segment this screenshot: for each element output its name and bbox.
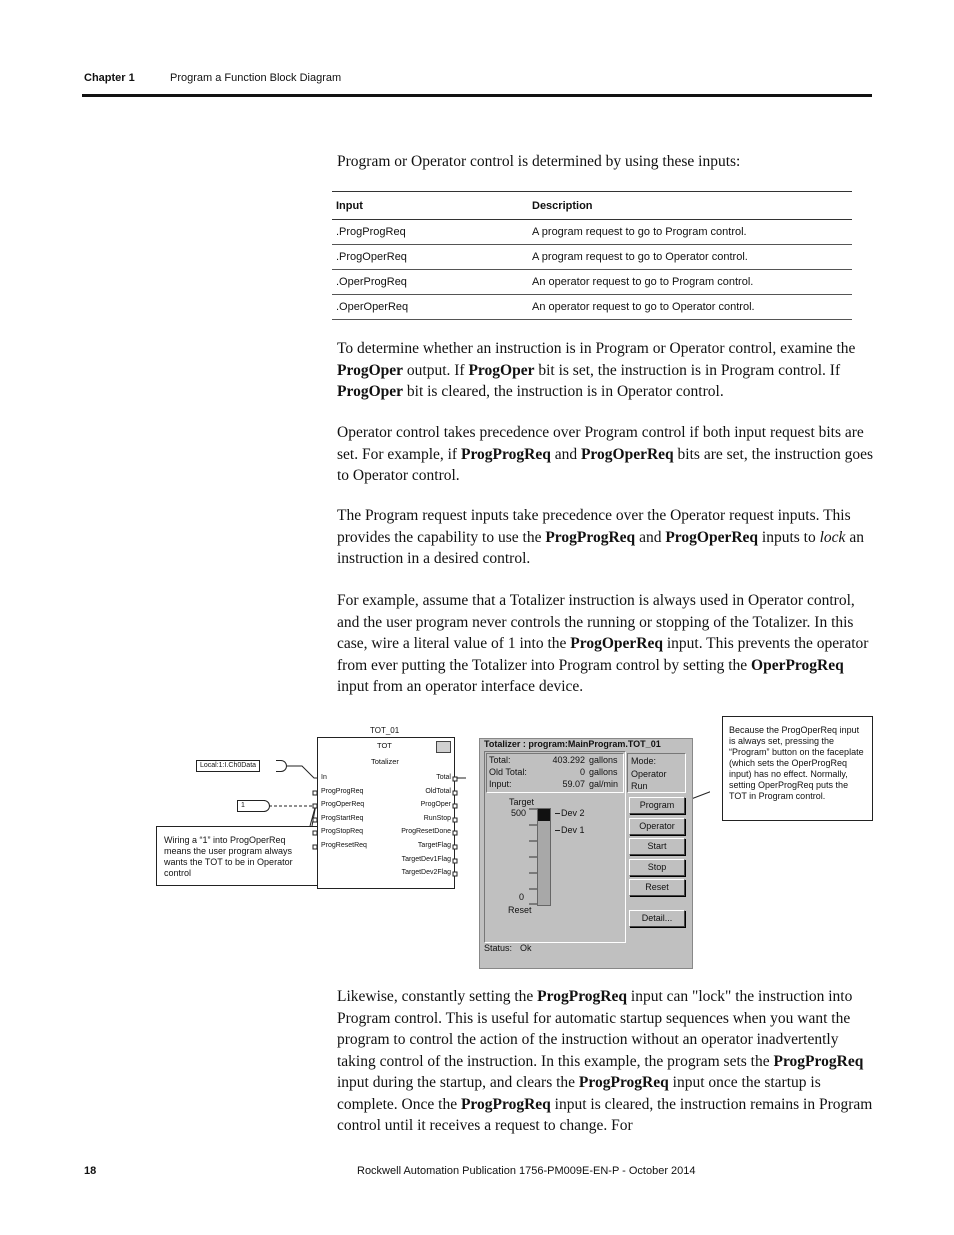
total-unit: gallons <box>589 755 618 765</box>
text-run: input. This prevents the operator from ever putting the Totalizer into Program control by setting the <box>337 635 869 674</box>
block-output-targetflag[interactable]: TargetFlag <box>417 842 451 849</box>
literal-value-box: 1 <box>237 800 265 812</box>
target-label: Target <box>509 797 535 807</box>
block-label: Totalizer <box>371 757 399 766</box>
text-run: input once the startup is complete. Once the <box>337 1074 821 1113</box>
faceplate-title: Totalizer : program:MainProgram.TOT_01 <box>484 739 661 749</box>
bold-term: ProgOper <box>468 361 535 379</box>
old-total-value: 0 <box>579 767 585 777</box>
publication-info: Rockwell Automation Publication 1756-PM009E-EN-P - October 2014 <box>357 1165 696 1177</box>
block-output-oldtotal[interactable]: OldTotal <box>425 788 451 795</box>
status-label: Status: <box>484 943 513 953</box>
table-header-description: Description <box>528 192 852 220</box>
status-value: Ok <box>520 943 532 953</box>
bold-term: ProgOperReq <box>580 445 674 463</box>
input-value: 59.07 <box>562 779 585 789</box>
text-run: and <box>635 528 666 546</box>
program-button[interactable]: Program <box>629 797 685 814</box>
total-value: 403.292 <box>552 755 585 765</box>
reset-button[interactable]: Reset <box>629 879 685 896</box>
text-run: Likewise, constantly setting the <box>337 988 538 1005</box>
bold-term: ProgProgReq <box>460 445 551 463</box>
table-cell-description: An operator request to go to Program control. <box>528 270 852 295</box>
stop-button[interactable]: Stop <box>629 859 685 876</box>
page-number: 18 <box>84 1165 97 1177</box>
dev2-tick <box>555 813 560 814</box>
text-run: bit is cleared, the instruction is in Operator control. <box>403 383 724 400</box>
intro-paragraph: Program or Operator control is determined by using these inputs: <box>337 153 741 170</box>
table-cell-input: .ProgOperReq <box>332 245 528 270</box>
text-run: The Program request inputs take precedence over the Operator request inputs. This provides the capability to use the <box>337 507 851 546</box>
paragraph-precedence <box>337 422 877 487</box>
bold-term: OperProgReq <box>751 656 844 674</box>
block-input-progstopreq[interactable]: ProgStopReq <box>321 828 364 835</box>
table-row <box>332 220 852 245</box>
callout-left: Wiring a “1” into ProgOperReq means the user program always wants the TOT to be in Operator control <box>156 826 318 886</box>
block-input-in[interactable]: In <box>321 774 327 781</box>
bold-term: ProgOper <box>337 361 404 379</box>
block-output-total[interactable]: Total <box>436 774 451 781</box>
mode-value-run: Run <box>631 781 648 791</box>
dev2-label: Dev 2 <box>561 808 585 818</box>
dev1-tick <box>555 830 560 831</box>
total-label: Total: <box>489 755 511 765</box>
block-input-progprogreq[interactable]: ProgProgReq <box>321 788 364 795</box>
callout-right: Because the ProgOperReq input is always set, pressing the “Program” button on the faceplate (which sets the OperProgReq input) has no effect. Normally, setting OperProgReq puts the TOT in Program control. <box>722 716 873 821</box>
bold-term: ProgProgReq <box>460 1095 551 1113</box>
input-tag-box: Local:1:I.Ch0Data <box>196 760 260 772</box>
scale-bottom-label: 0 <box>519 892 525 902</box>
block-input-progresetreq[interactable]: ProgResetReq <box>321 842 367 849</box>
bold-term: ProgOperReq <box>570 635 663 652</box>
bold-term: ProgOper <box>337 383 404 400</box>
reset-label: Reset <box>508 905 532 915</box>
text-run: inputs to <box>758 528 820 546</box>
block-name: TOT_01 <box>370 726 400 735</box>
operator-button[interactable]: Operator <box>629 818 685 835</box>
paragraph-progoper <box>337 338 877 403</box>
table-header-input: Input <box>332 192 528 220</box>
bold-term: ProgProgReq <box>537 988 628 1005</box>
paragraph-example <box>337 590 877 698</box>
target-bar-gauge <box>537 808 551 906</box>
table-cell-description: A program request to go to Program control. <box>528 220 852 245</box>
block-output-runstop[interactable]: RunStop <box>423 815 451 822</box>
text-run: and <box>550 445 581 463</box>
bold-term: ProgOperReq <box>665 528 759 546</box>
bold-term: ProgProgReq <box>773 1052 864 1070</box>
start-button[interactable]: Start <box>629 838 685 855</box>
text-run: an instruction in a desired control. <box>337 528 864 567</box>
inputs-table <box>332 191 852 320</box>
block-type: TOT <box>377 741 392 750</box>
old-total-label: Old Total: <box>489 767 527 777</box>
italic-term: lock <box>819 528 846 546</box>
text-run: For example, assume that a Totalizer instruction is always used in Operator control, and the user program never controls the running or stopping of the Totalizer. In this case, wire a literal value of 1 into the <box>337 592 855 652</box>
text-run: Operator control takes precedence over Program control if both input request bits are set. For example, if <box>337 424 864 463</box>
mode-value-operator: Operator <box>631 769 667 779</box>
block-input-progoperreq[interactable]: ProgOperReq <box>321 801 365 808</box>
text-run: To determine whether an instruction is in Program or Operator control, examine the <box>337 340 856 357</box>
block-output-progoper[interactable]: ProgOper <box>420 801 451 808</box>
input-label: Input: <box>489 779 512 789</box>
gauge-scale-ticks <box>527 808 539 906</box>
block-properties-button[interactable] <box>436 741 451 753</box>
bold-term: ProgProgReq <box>545 528 636 546</box>
text-run: input is cleared, the instruction remains in Program control until it receives a request to change. For <box>337 1095 873 1134</box>
dev1-label: Dev 1 <box>561 825 585 835</box>
detail-button[interactable]: Detail... <box>629 910 685 927</box>
table-header-row <box>332 192 852 220</box>
table-row <box>332 270 852 295</box>
chapter-label: Chapter 1 <box>84 72 135 84</box>
text-run: output. If <box>403 361 469 379</box>
table-cell-input: .OperProgReq <box>332 270 528 295</box>
paragraph-likewise <box>337 986 877 1137</box>
text-run: input during the startup, and clears the <box>337 1074 579 1091</box>
block-output-progresetdone[interactable]: ProgResetDone <box>401 828 451 835</box>
paragraph-program-request <box>337 505 877 570</box>
block-pin-ticks <box>312 770 462 885</box>
target-bar-fill <box>538 809 550 821</box>
table-cell-description: An operator request to go to Operator control. <box>528 295 852 320</box>
table-row <box>332 245 852 270</box>
input-unit: gal/min <box>589 779 619 789</box>
block-output-targetdev1flag[interactable]: TargetDev1Flag <box>401 856 451 863</box>
text-run: input from an operator interface device. <box>337 678 584 695</box>
table-cell-input: .OperOperReq <box>332 295 528 320</box>
text-run: bit is set, the instruction is in Program control. If <box>534 361 841 379</box>
block-input-progstartreq[interactable]: ProgStartReq <box>321 815 364 822</box>
text-run: input can "lock" the instruction into Program control. This is useful for automatic startup sequences when you want the program to control the action of the instruction without an operator inadvertently taking control of the instruction. In this example, the program sets the <box>337 988 853 1070</box>
table-row <box>332 295 852 320</box>
old-total-unit: gallons <box>589 767 618 777</box>
table-cell-description: A program request to go to Operator control. <box>528 245 852 270</box>
table-cell-input: .ProgProgReq <box>332 220 528 245</box>
text-run: bits are set, the instruction goes to Operator control. <box>337 445 873 484</box>
header-rule <box>82 94 872 97</box>
mode-label: Mode: <box>631 756 657 766</box>
block-output-targetdev2flag[interactable]: TargetDev2Flag <box>401 869 451 876</box>
chapter-title: Program a Function Block Diagram <box>170 72 342 84</box>
bold-term: ProgProgReq <box>578 1074 669 1091</box>
scale-top-label: 500 <box>511 808 527 818</box>
